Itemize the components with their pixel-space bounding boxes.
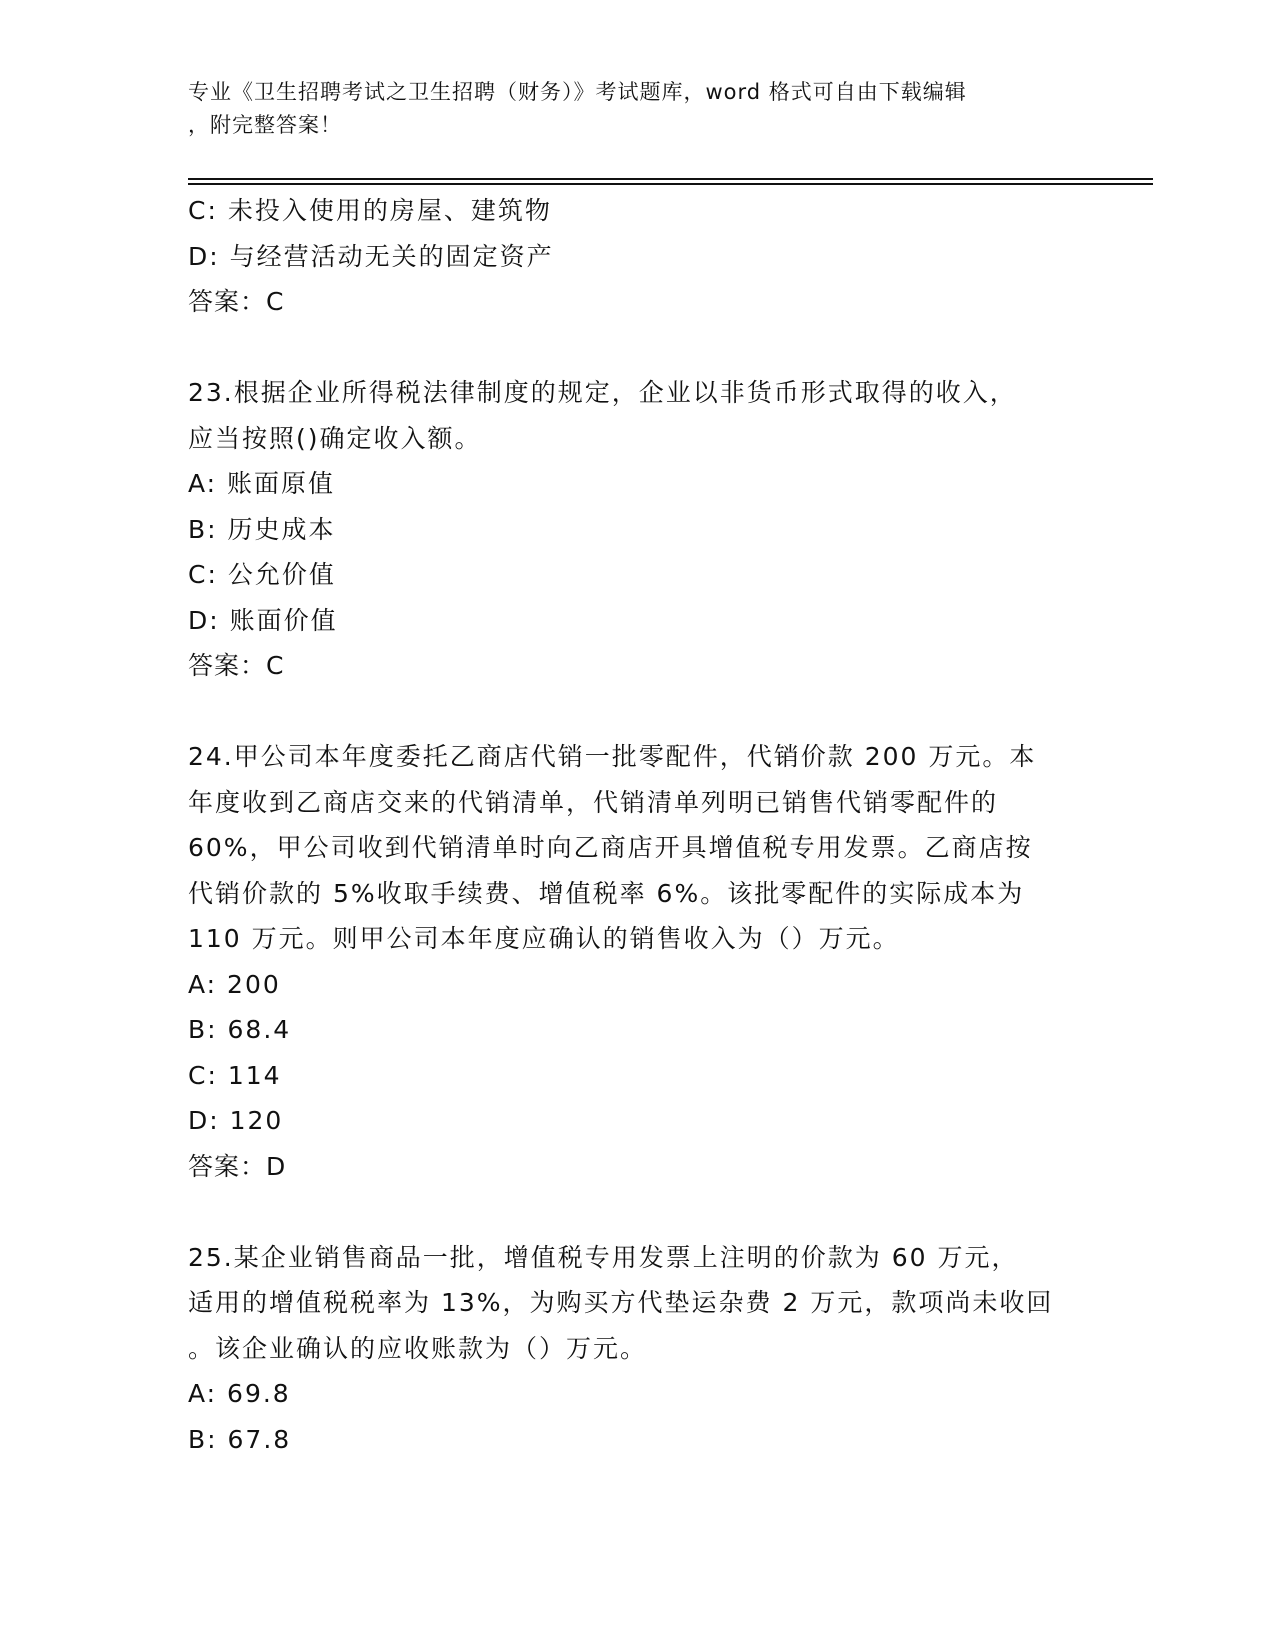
- option-b: B: 67.8: [188, 1424, 292, 1454]
- question-stem: 适用的增值税税率为 13%，为购买方代垫运杂费 2 万元，款项尚未收回: [188, 1288, 1054, 1317]
- spacer: [188, 1189, 1088, 1235]
- answer-line: 答案：D: [188, 1151, 287, 1181]
- option-a: A: 账面原值: [188, 469, 336, 498]
- option-d: D: 120: [188, 1106, 284, 1135]
- header-line-2: ，附完整答案！: [188, 113, 342, 137]
- question-list: [188, 188, 1088, 1462]
- question-24: [188, 734, 1088, 1189]
- question-stem: 24.甲公司本年度委托乙商店代销一批零配件，代销价款 200 万元。本: [188, 742, 1037, 771]
- question-stem: 25.某企业销售商品一批，增值税专用发票上注明的价款为 60 万元，: [188, 1242, 1019, 1272]
- answer-line: 答案：C: [188, 651, 285, 680]
- question-stem: 。该企业确认的应收账款为（）万元。: [188, 1333, 648, 1363]
- question-stem: 60%，甲公司收到代销清单时向乙商店开具增值税专用发票。乙商店按: [188, 833, 1033, 862]
- header-divider-top: [188, 178, 1153, 180]
- option-b: B: 68.4: [188, 1015, 292, 1044]
- question-23: [188, 370, 1088, 689]
- option-c: C: 公允价值: [188, 560, 336, 589]
- question-stem: 代销价款的 5%收取手续费、增值税率 6%。该批零配件的实际成本为: [188, 878, 1025, 908]
- option-b: B: 历史成本: [188, 514, 336, 544]
- answer-line: 答案：C: [188, 287, 285, 316]
- option-d: D: 与经营活动无关的固定资产: [188, 241, 554, 271]
- option-a: A: 69.8: [188, 1379, 291, 1408]
- header-line-1: 专业《卫生招聘考试之卫生招聘（财务）》考试题库，word 格式可自由下载编辑: [188, 80, 967, 104]
- question-stem: 110 万元。则甲公司本年度应确认的销售收入为（）万元。: [188, 924, 900, 953]
- question-stem: 23.根据企业所得税法律制度的规定，企业以非货币形式取得的收入，: [188, 378, 1017, 407]
- option-a: A: 200: [188, 969, 281, 999]
- question-stem: 年度收到乙商店交来的代销清单，代销清单列明已销售代销零配件的: [188, 787, 999, 817]
- option-c: C: 114: [188, 1060, 282, 1090]
- question-25: [188, 1235, 1088, 1463]
- option-c: C: 未投入使用的房屋、建筑物: [188, 196, 552, 225]
- document-header: [188, 76, 1068, 142]
- question-stem: 应当按照()确定收入额。: [188, 423, 482, 453]
- spacer: [188, 325, 1088, 371]
- option-d: D: 账面价值: [188, 605, 338, 635]
- question-22-tail: [188, 188, 1088, 325]
- spacer: [188, 689, 1088, 735]
- header-divider-bottom: [188, 183, 1153, 185]
